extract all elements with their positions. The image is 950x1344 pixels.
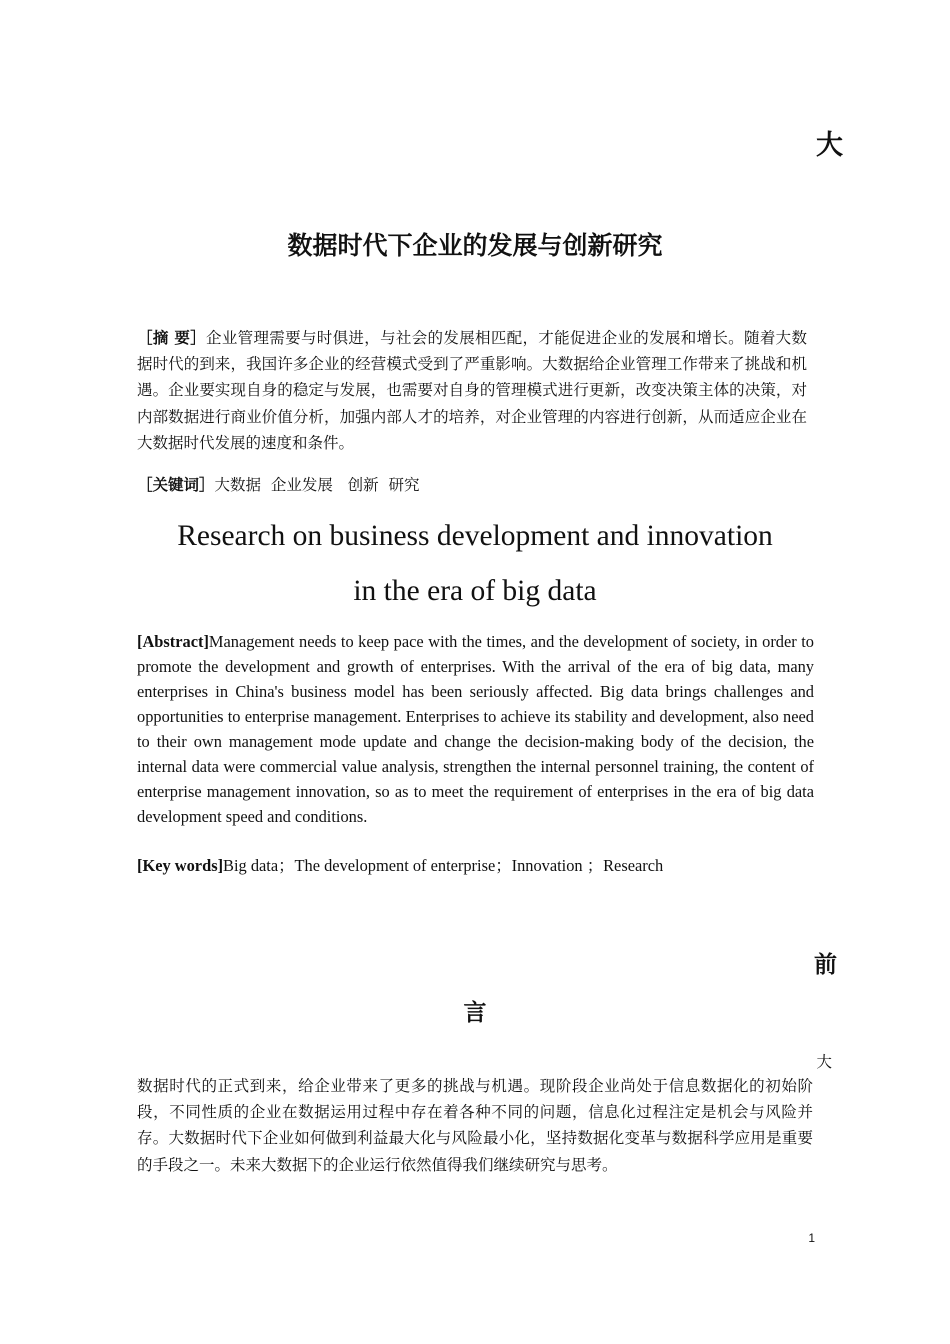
keywords-en [137, 853, 814, 878]
abstract-cn-label: ［摘 要］ [137, 329, 207, 347]
abstract-cn-text: 企业管理需要与时俱进，与社会的发展相匹配，才能促进企业的发展和增长。随着大数据时代的到来，我国许多企业的经营模式受到了严重影响。大数据给企业管理工作带来了挑战和机遇。企业要实现自身的稳定与发展，也需要对自身的管理模式进行更新，改变决策主体的决策，对内部数据进行商业价值分析，加强内部人才的培养，对企业管理的内容进行创新，从而适应企业在大数据时代发展的速度和条件。 [137, 329, 807, 452]
english-title-line-2: in the era of big data [353, 575, 597, 607]
english-title-line-1: Research on business development and innovation [177, 520, 773, 552]
preface-first-char: 大 [816, 1053, 832, 1071]
keywords-cn [137, 472, 807, 498]
preface-heading-char-2: 言 [463, 1000, 487, 1026]
abstract-en [137, 629, 814, 829]
abstract-cn [137, 325, 807, 456]
preface-heading-char-1: 前 [814, 952, 837, 978]
keywords-cn-text: 大数据 企业发展 创新 研究 [214, 476, 420, 494]
page-number: 1 [808, 1231, 815, 1245]
abstract-en-text: Management needs to keep pace with the times, and the development of society, in order to promote the development and growth of enterprises. With the arrival of the era of big data, many enterprises in China's business model has been seriously affected. Big data brings challenges and opportunities to enterprise management. Enterprises to achieve its stability and development, also need to their own management mode update and change the decision-making body of the decision, the internal data were commercial value analysis, strengthen the internal personnel training, the content of enterprise management innovation, so as to meet the requirement of enterprises in the era of big data development speed and conditions. [137, 632, 814, 826]
abstract-en-label: [Abstract] [137, 632, 209, 651]
keywords-cn-label: ［关键词］ [137, 476, 215, 494]
title-first-char: 大 [816, 130, 843, 161]
paper-title: 数据时代下企业的发展与创新研究 [287, 231, 663, 260]
keywords-en-label: [Key words] [137, 856, 224, 875]
preface-body: 数据时代的正式到来，给企业带来了更多的挑战与机遇。现阶段企业尚处于信息数据化的初始阶段，不同性质的企业在数据运用过程中存在着各种不同的问题，信息化过程注定是机会与风险并存。大数据时代下企业如何做到利益最大化与风险最小化，坚持数据化变革与数据科学应用是重要的手段之一。未来大数据下的企业运行依然值得我们继续研究与思考。 [137, 1077, 813, 1174]
keywords-en-text: Big data；The development of enterprise；Innovation ；Research [223, 856, 664, 875]
